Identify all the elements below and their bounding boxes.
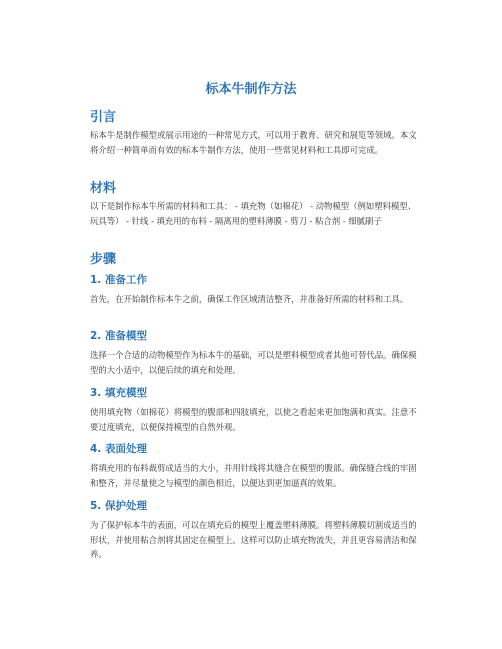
heading-steps: 步骤	[90, 252, 117, 267]
step-2-heading: 2. 准备模型	[90, 330, 147, 342]
document-title: 标本牛制作方法	[205, 82, 297, 97]
paragraph-materials: 以下是制作标本牛所需的材料和工具： - 填充物（如棉花） - 动物模型（例如塑料模型、玩具等） - 针线 - 填充用的布料 - 隔离用的塑料薄膜 - 剪刀 - 粘合剂 - 细腻刷子	[90, 201, 417, 226]
step-5-heading: 5. 保护处理	[90, 500, 147, 512]
step-2-paragraph: 选择一个合适的动物模型作为标本牛的基础，可以是塑料模型或者其他可替代品。确保模型的大小适中，以便后续的填充和处理。	[90, 350, 417, 375]
step-5-paragraph: 为了保护标本牛的表面，可以在填充后的模型上覆盖塑料薄膜。将塑料薄膜切割成适当的形状，并使用粘合剂将其固定在模型上。这样可以防止填充物流失，并且更容易清洁和保养。	[90, 520, 417, 559]
step-3-paragraph: 使用填充物（如棉花）将模型的腹部和四肢填充，以使之看起来更加饱满和真实。注意不要过度填充，以便保持模型的自然外观。	[90, 407, 417, 432]
step-3-heading: 3. 填充模型	[90, 387, 147, 399]
step-1-paragraph: 首先，在开始制作标本牛之前，确保工作区域清洁整齐，并准备好所需的材料和工具。	[90, 294, 409, 304]
step-4-paragraph: 将填充用的布料裁剪成适当的大小，并用针线将其缝合在模型的腹部。确保缝合线的牢固和整齐，并尽量使之与模型的颜色相近，以便达到更加逼真的效果。	[90, 463, 417, 488]
paragraph-intro: 标本牛是制作模型或展示用途的一种常见方式，可以用于教育、研究和展览等领域。本文将介绍一种简单而有效的标本牛制作方法，使用一些常见材料和工具即可完成。	[90, 130, 417, 155]
step-4-heading: 4. 表面处理	[90, 443, 147, 455]
heading-intro: 引言	[90, 110, 117, 125]
step-1-heading: 1. 准备工作	[90, 274, 147, 286]
heading-materials: 材料	[90, 181, 117, 196]
